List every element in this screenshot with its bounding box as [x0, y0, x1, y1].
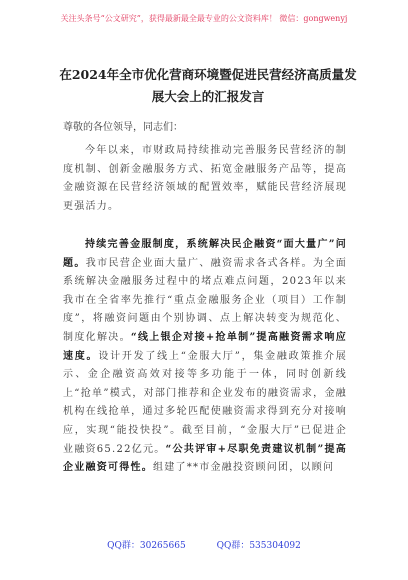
subheading-review-mechanism: “公共评审+尽职免责建议机制”提高企业融资可得性。 [63, 443, 347, 474]
document-title: 在2024年全市优化营商环境暨促进民营经济高质量发展大会上的汇报发言 [59, 67, 357, 104]
footer-contact [0, 538, 408, 551]
greeting-line: 尊敬的各位领导，同志们： [63, 122, 183, 133]
promo-banner[interactable]: 关注头条号“公文研究”，获得最新最全最专业的公文资料库！ 微信：gongwenyj [60, 14, 348, 23]
section-paragraph [63, 236, 347, 478]
section-text-3: 组建了**市金融投资顾问团，以顾问 [153, 462, 335, 474]
section-text-2: 设计开发了线上“金服大厅”，集金融政策推介展示、金企融资高效对接等多功能于一体，同时创新线上“抢单”模式，对部门推荐和企业发布的融资需求，金融机构在线抢单，通过多轮匹配使融资需求得到充分对接响应，实现“能投快投”。截至目前，“金服大厅”已促进企业融资65.22亿元。 [63, 350, 348, 455]
section-heading: 持续完善金服制度，系统解决民企融资“面大量广”问题。 [63, 239, 347, 269]
section-text-1: 我市民营企业面大量广、融资需求各式各样。为全面系统解决金融服务过程中的堵点难点问题，2023年以来我市在全省率先推行“重点金融服务企业（项目）工作制度”，将融资问题由个别协调、点上解决转变为规范化、制度化解决。 [63, 257, 348, 343]
qq-group-1[interactable]: QQ群：30265665 [107, 541, 186, 551]
intro-paragraph: 今年以来，市财政局持续推动完善服务民营经济的制度机制、创新金融服务方式、拓宽金融服务产品等，提高金融资源在民营经济领域的配置效率，赋能民营经济展现更强活力。 [63, 145, 347, 212]
qq-group-2[interactable]: QQ群：535304092 [216, 541, 301, 551]
subheading-online-matching: “线上银企对接+抢单制”提高融资需求响应速度。 [63, 331, 347, 362]
